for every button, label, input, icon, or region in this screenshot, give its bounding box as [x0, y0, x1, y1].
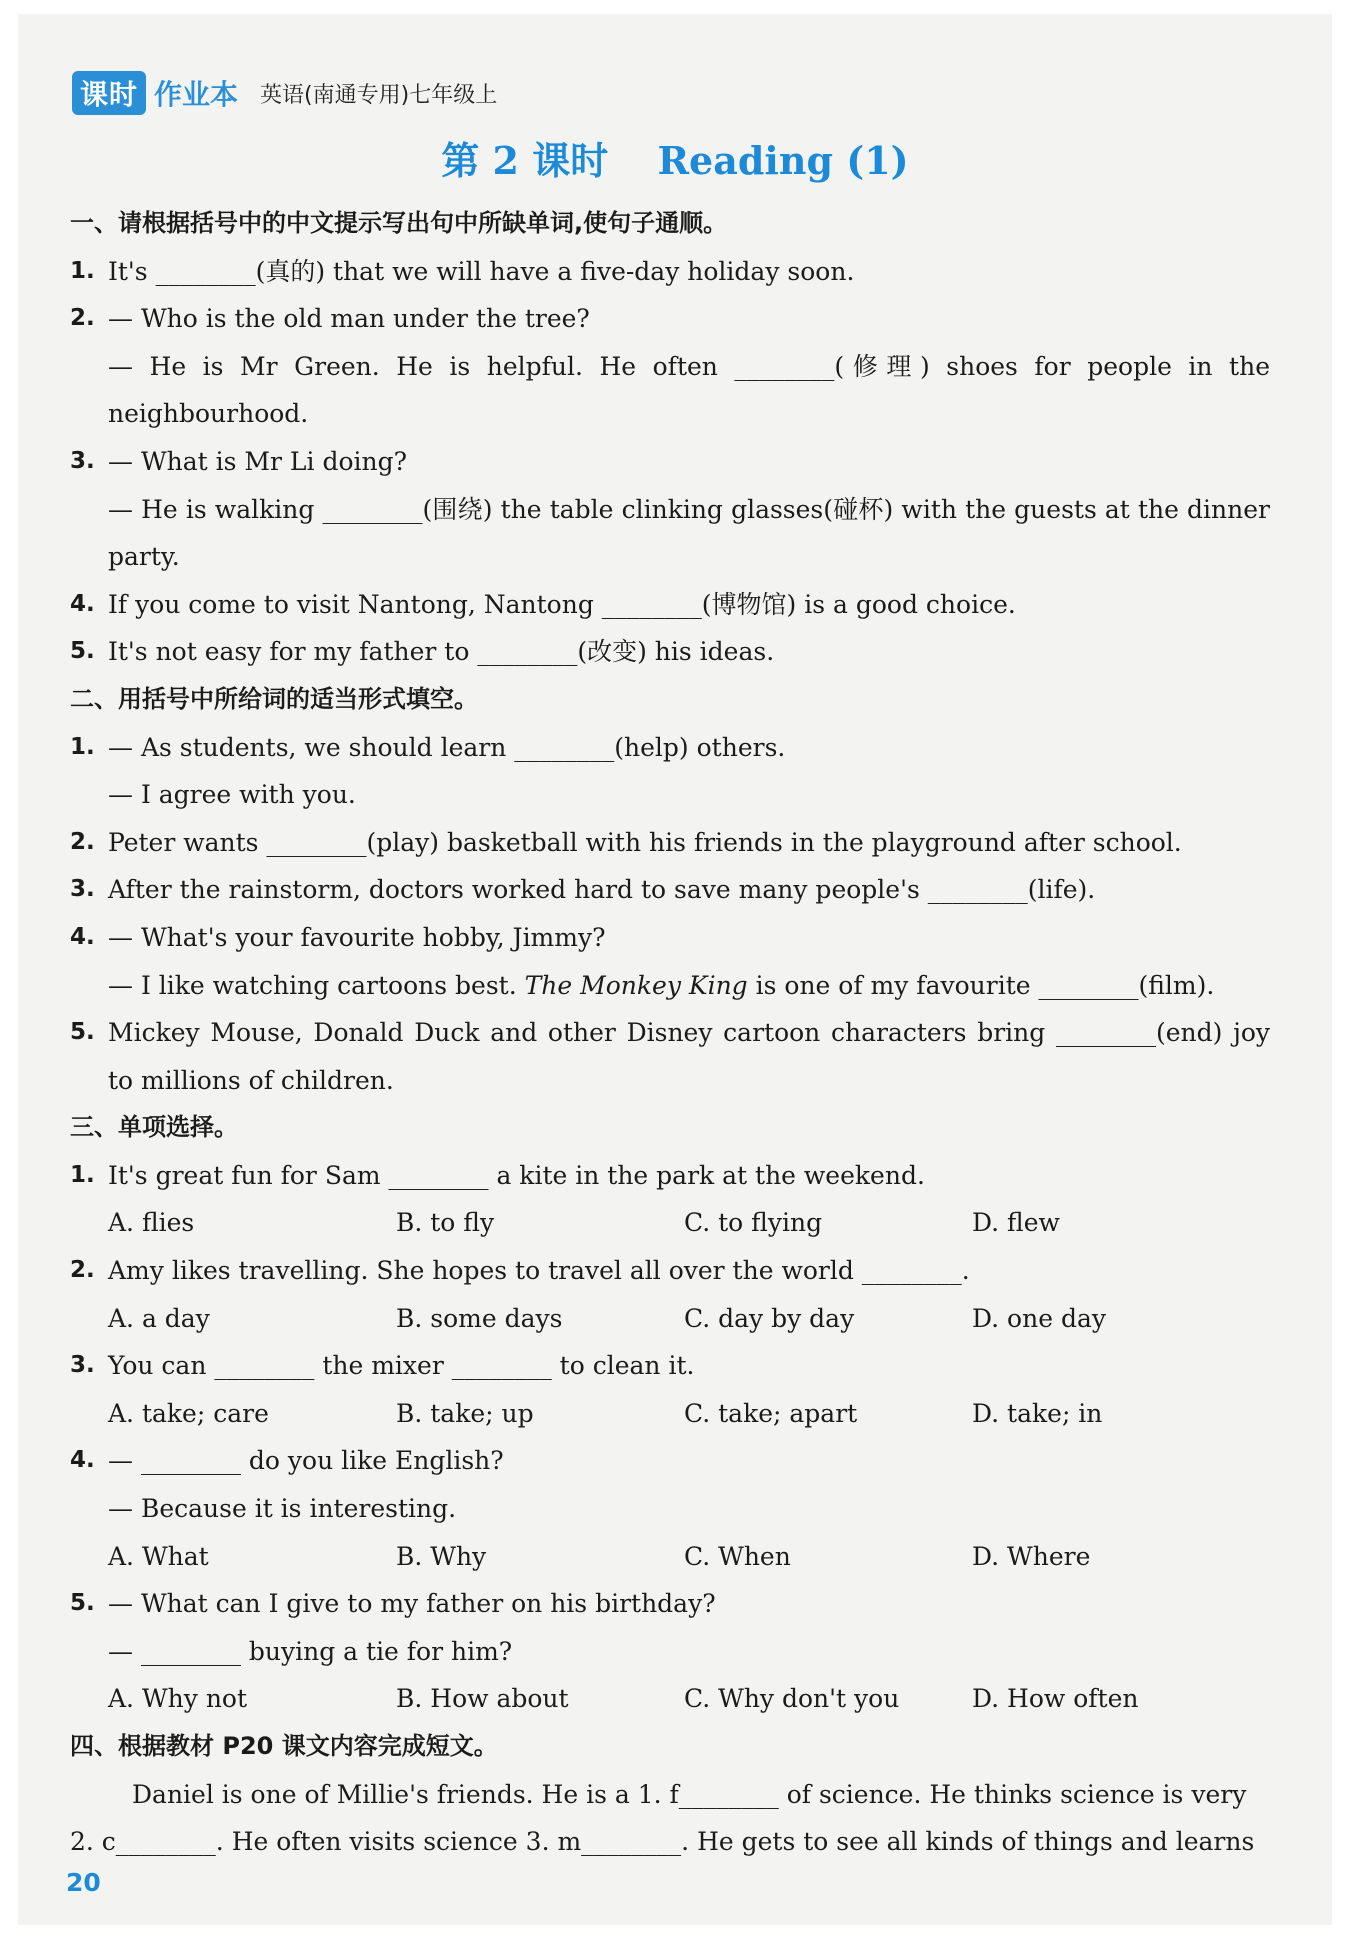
option-d: D. flew	[972, 1208, 1060, 1238]
section-heading: 二、用括号中所给词的适当形式填空。	[70, 684, 478, 713]
option-a: A. take; care	[108, 1398, 269, 1428]
question-text: It's not easy for my father to ________(改变) his ideas.	[108, 637, 775, 667]
option-a: A. Why not	[108, 1684, 248, 1714]
text-run: — I like watching cartoons best.	[108, 970, 525, 1000]
question-number: 1.	[70, 1161, 95, 1188]
option-c: C. take; apart	[684, 1398, 858, 1428]
answer-options	[70, 1533, 1270, 1581]
question	[70, 628, 1270, 676]
question-number: 4.	[70, 590, 95, 617]
question-text: — He is Mr Green. He is helpful. He often ________(修理) shoes for people in the neighbourhood.	[108, 351, 1270, 429]
question-text: — Who is the old man under the tree?	[108, 304, 590, 334]
option-b: B. some days	[396, 1303, 563, 1333]
question-number: 3.	[70, 1352, 95, 1379]
option-a: A. flies	[108, 1208, 195, 1238]
passage-line: Daniel is one of Millie's friends. He is a 1. f________ of science. He thinks science is very	[132, 1779, 1247, 1809]
page-title	[0, 130, 1350, 185]
question-number: 2.	[70, 305, 95, 332]
option-a: A. a day	[108, 1303, 210, 1333]
logo-box: 课时	[72, 71, 146, 115]
question-text: — What is Mr Li doing?	[108, 446, 408, 476]
section-heading: 一、请根据括号中的中文提示写出句中所缺单词,使句子通顺。	[70, 209, 728, 237]
section-heading: 三、单项选择。	[70, 1113, 238, 1142]
question-number: 5.	[70, 1590, 95, 1617]
question	[70, 819, 1270, 867]
question-number: 2.	[70, 1257, 95, 1284]
question-text: — ________ buying a tie for him?	[108, 1636, 513, 1666]
question-number: 2.	[70, 828, 95, 855]
option-b: B. Why	[396, 1541, 487, 1571]
question-text: — He is walking ________(围绕) the table clinking glasses(碰杯) with the guests at the dinner party.	[108, 494, 1270, 572]
option-d: D. Where	[972, 1541, 1091, 1571]
topic-label: Reading (1)	[657, 138, 909, 183]
question	[70, 1152, 1270, 1200]
logo-text: 作业本	[154, 78, 239, 111]
question	[70, 581, 1270, 629]
question-text: If you come to visit Nantong, Nantong ________(博物馆) is a good choice.	[108, 589, 1016, 619]
question-number: 3.	[70, 876, 95, 903]
question	[70, 438, 1270, 486]
section-heading: 四、根据教材 P20 课文内容完成短文。	[70, 1732, 498, 1760]
question	[70, 1247, 1270, 1295]
header	[72, 72, 497, 114]
question-number: 5.	[70, 1019, 95, 1046]
answer-options	[70, 1295, 1270, 1343]
question	[70, 1009, 1270, 1104]
question	[70, 1580, 1270, 1628]
question-text: After the rainstorm, doctors worked hard to save many people's ________(life).	[108, 875, 1096, 905]
option-c: C. to flying	[684, 1208, 823, 1238]
page-number: 20	[66, 1868, 101, 1897]
worksheet-content	[70, 200, 1270, 1866]
question	[70, 248, 1270, 296]
question	[70, 295, 1270, 343]
question-text: — I agree with you.	[108, 780, 356, 810]
question-text: — What's your favourite hobby, Jimmy?	[108, 922, 606, 952]
question-text: It's great fun for Sam ________ a kite in the park at the weekend.	[108, 1160, 925, 1190]
answer-options	[70, 1199, 1270, 1247]
option-b: B. to fly	[396, 1208, 495, 1238]
option-c: C. When	[684, 1541, 791, 1571]
option-b: B. take; up	[396, 1398, 534, 1428]
question	[70, 1342, 1270, 1390]
question-number: 4.	[70, 1447, 95, 1474]
question-text: Mickey Mouse, Donald Duck and other Disney cartoon characters bring ________(end) joy to millions of children.	[108, 1018, 1270, 1095]
option-d: D. How often	[972, 1684, 1139, 1714]
answer-options	[70, 1675, 1270, 1723]
subject-label: 英语(南通专用)七年级上	[260, 82, 498, 108]
option-d: D. one day	[972, 1303, 1106, 1333]
option-c: C. Why don't you	[684, 1684, 900, 1714]
question-number: 1.	[70, 733, 95, 760]
question-text	[70, 962, 1270, 1010]
question-text: — ________ do you like English?	[108, 1446, 504, 1476]
question-text: You can ________ the mixer ________ to clean it.	[108, 1351, 695, 1381]
question-number: 5.	[70, 638, 95, 665]
question-text: Amy likes travelling. She hopes to travel all over the world ________.	[108, 1256, 970, 1286]
option-c: C. day by day	[684, 1303, 855, 1333]
question	[70, 866, 1270, 914]
option-b: B. How about	[396, 1684, 569, 1714]
lesson-label: 第 2 课时	[441, 138, 609, 183]
question-text: Peter wants ________(play) basketball with his friends in the playground after school.	[108, 827, 1182, 857]
text-run: is one of my favourite ________(film).	[747, 970, 1215, 1000]
option-a: A. What	[108, 1541, 209, 1571]
question-text: — As students, we should learn ________(help) others.	[108, 732, 786, 762]
question	[70, 914, 1270, 962]
question-text: It's ________(真的) that we will have a five-day holiday soon.	[108, 256, 855, 286]
question-number: 4.	[70, 923, 95, 950]
question	[70, 724, 1270, 772]
question-number: 1.	[70, 257, 95, 284]
question-text: — Because it is interesting.	[108, 1494, 457, 1524]
passage-line: 2. c________. He often visits science 3. m________. He gets to see all kinds of things and learns	[70, 1827, 1255, 1857]
question-text: — What can I give to my father on his birthday?	[108, 1589, 716, 1619]
question	[70, 1437, 1270, 1485]
option-d: D. take; in	[972, 1398, 1103, 1428]
answer-options	[70, 1390, 1270, 1438]
question-number: 3.	[70, 447, 95, 474]
italic-title: The Monkey King	[524, 970, 748, 1000]
